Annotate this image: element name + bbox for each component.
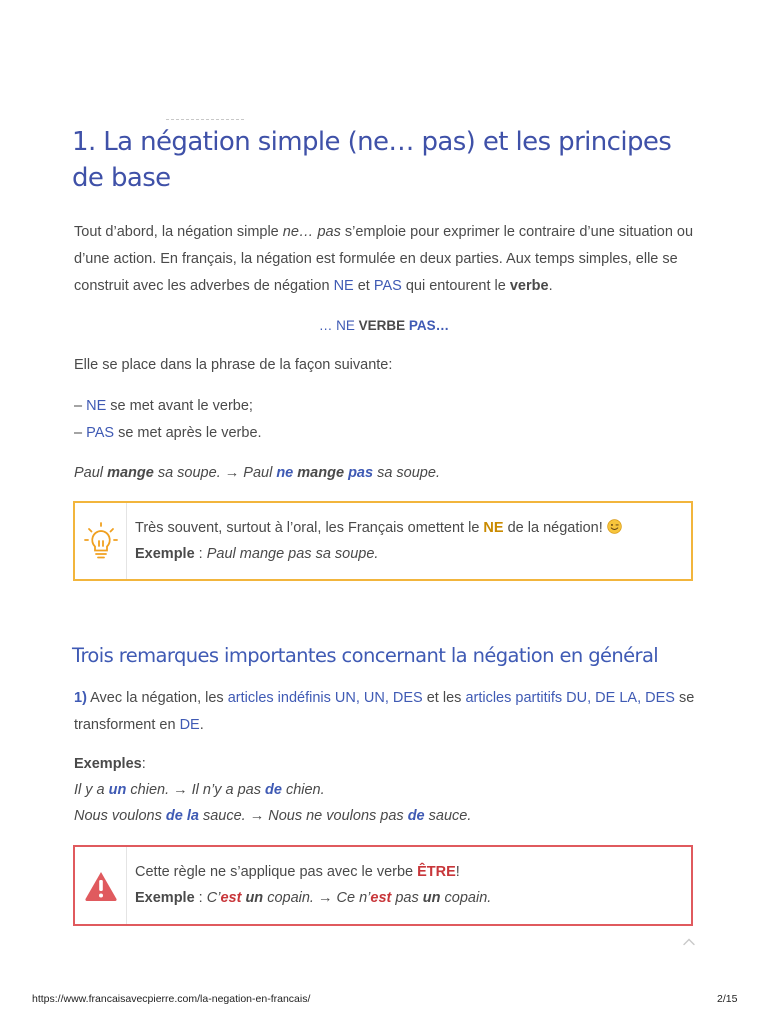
top-divider: [166, 119, 244, 120]
lightbulb-icon: [83, 521, 119, 561]
example-text: sa soupe.: [373, 465, 440, 481]
winking-face-icon: [607, 519, 622, 534]
tip-line: Très souvent, surtout à l’oral, les Français omettent le: [135, 520, 484, 536]
de-link[interactable]: DE: [179, 717, 200, 733]
rule-text: se met avant le verbe;: [106, 398, 253, 414]
indefinite-articles-link[interactable]: articles indéfinis UN, UN, DES: [227, 690, 423, 706]
example-pas: pas: [348, 465, 374, 481]
example-highlight: de la: [165, 808, 199, 824]
warning-callout: [73, 845, 693, 926]
warning-example-label: Exemple: [135, 890, 195, 906]
remark-number: 1): [74, 690, 87, 706]
example-2: [74, 808, 471, 824]
intro-italic: ne… pas: [282, 224, 341, 240]
warning-ex-un: un: [245, 890, 264, 906]
intro-text: .: [548, 278, 553, 294]
intro-paragraph: [74, 219, 714, 300]
rule-text: se met après le verbe.: [114, 425, 262, 441]
example-highlight: un: [108, 782, 127, 798]
warning-sep: :: [194, 890, 207, 906]
tip-text: [135, 515, 681, 567]
example-ne: ne: [276, 465, 294, 481]
examples-colon: :: [141, 756, 146, 772]
warning-line: Cette règle ne s’applique pas avec le verbe: [135, 864, 418, 880]
pas-link[interactable]: PAS: [373, 278, 402, 294]
scroll-to-top-chevron-icon[interactable]: [682, 935, 696, 949]
remark-text: et les: [422, 690, 466, 706]
formula-verbe: VERBE: [358, 318, 409, 333]
footer-page-number: 2/15: [717, 993, 738, 1005]
example-sentence: [74, 460, 714, 487]
negation-formula: [74, 312, 694, 339]
examples-block: [74, 751, 714, 829]
ne-link[interactable]: NE: [333, 278, 354, 294]
warning-ex-est: est: [220, 890, 242, 906]
remark-1: [74, 685, 714, 739]
example-text: Nous voulons: [74, 808, 166, 824]
rule-item: [74, 398, 253, 414]
warning-icon: [84, 870, 118, 902]
rule-dash: –: [74, 425, 87, 441]
tip-line: de la négation!: [503, 520, 607, 536]
warning-etre: ÊTRE: [417, 864, 456, 880]
intro-text: qui entourent le: [401, 278, 510, 294]
warning-example-text: [207, 890, 492, 906]
placement-intro: Elle se place dans la phrase de la façon suivante:: [74, 357, 393, 373]
verbe-bold: verbe: [509, 278, 549, 294]
rule-pas-link[interactable]: PAS: [86, 425, 115, 441]
formula-pas: PAS…: [408, 318, 450, 333]
rules-list: [74, 393, 714, 447]
warning-ex-est: est: [370, 890, 392, 906]
example-highlight: de: [265, 782, 282, 798]
example-highlight: de: [407, 808, 425, 824]
examples-label: Exemples: [74, 756, 142, 772]
example-1: [74, 782, 325, 798]
intro-text: s’emploie pour exprimer le contraire d’une situation ou d’une action. En français, la négation est formulée en deux parties. Aux temps simples, elle se construit avec les adverbes de négation: [74, 224, 694, 294]
rule-item: [74, 425, 262, 441]
tip-example-text: Paul mange pas sa soupe.: [206, 546, 379, 562]
warning-icon-cell: [75, 847, 127, 924]
remark-text: Avec la négation, les: [86, 690, 228, 706]
tip-icon-cell: [75, 503, 127, 579]
intro-text: et: [353, 278, 374, 294]
page-title: 1. La négation simple (ne… pas) et les principes de base: [72, 127, 672, 193]
tip-ne: NE: [483, 520, 504, 536]
warning-ex-un: un: [422, 890, 441, 906]
remark-text: se transforment en: [74, 690, 695, 733]
example-bold: mange: [107, 465, 154, 481]
warning-text: [135, 859, 681, 911]
remark-text: .: [199, 717, 204, 733]
example-text: sauce. → Nous ne voulons pas: [198, 808, 408, 824]
rule-ne-link[interactable]: NE: [86, 398, 107, 414]
footer-url[interactable]: https://www.francaisavecpierre.com/la-negation-en-francais/: [32, 993, 311, 1005]
partitive-articles-link[interactable]: articles partitifs DU, DE LA, DES: [465, 690, 675, 706]
example-text: Paul: [74, 465, 108, 481]
intro-text: Tout d’abord, la négation simple: [74, 224, 283, 240]
tip-callout: [73, 501, 693, 581]
rule-dash: –: [74, 398, 87, 414]
example-bold: mange: [297, 465, 345, 481]
section-title: Trois remarques importantes concernant la négation en général: [72, 644, 659, 667]
formula-ne: … NE: [318, 318, 359, 333]
example-text: chien. → Il n’y a pas: [126, 782, 265, 798]
example-text: Il y a: [74, 782, 109, 798]
tip-sep: :: [194, 546, 207, 562]
warning-ex-text: copain.: [440, 890, 492, 906]
example-text: sauce.: [424, 808, 472, 824]
warning-line: !: [455, 864, 460, 880]
warning-ex-text: C’: [206, 890, 221, 906]
tip-example-label: Exemple: [135, 546, 195, 562]
warning-ex-text: pas: [391, 890, 423, 906]
example-text: chien.: [281, 782, 325, 798]
warning-ex-text: copain. → Ce n’: [263, 890, 371, 906]
example-text: sa soupe. → Paul: [153, 465, 277, 481]
